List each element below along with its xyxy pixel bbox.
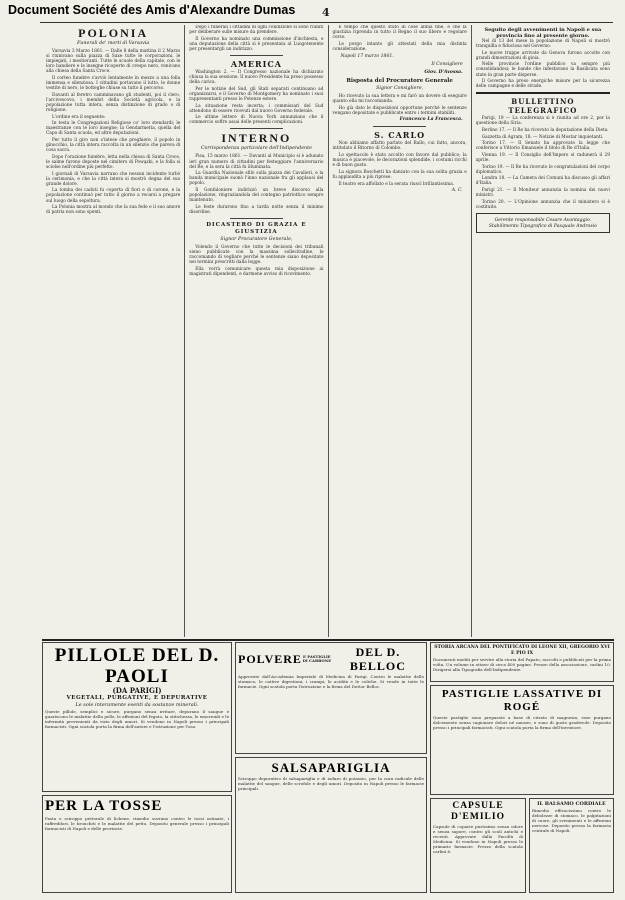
page-number: 4: [322, 6, 330, 19]
ad-title: DEL D. BELLOC: [349, 645, 406, 673]
paragraph: Le ultime lettere di Nuova York annunziano che il commercio soffre assai delle presenti complicazioni.: [189, 115, 324, 126]
column-2: [185, 25, 328, 637]
ad-pastiglie-roge: [430, 685, 614, 795]
advertisements: [42, 642, 614, 894]
paragraph: Le nuove truppe arrivate da Genova furono accolte con grandi dimostrazioni di gioia.: [475, 50, 610, 61]
divider: [230, 218, 284, 219]
date-line: Napoli 17 marzo 1861.: [340, 53, 394, 59]
paragraph: Varsavia 3 Marzo 1861. — Dalle 8 della mattina il 2 Marzo si riunivano sulla piazza di Saxe tutte le corporazioni, le impiegati, i mestieranti. Tutte le scuole della capitale, con le loro bandiere e le insegne ricoperte di crespo nero, venivano alla chiesa della Santa Croce.: [46, 49, 181, 75]
telegram-item: Torino 17. — Il Senato ha approvato la legge che conferisce a Vittorio Emanuele il titolo di Re d'Italia.: [475, 141, 610, 152]
paragraph: Pisa, 15 marzo 1861. — Davanti al Municipio si è adunato ieri gran numero di cittadini per festeggiare l'anniversario del Re, e la sera la città fu illuminata.: [189, 154, 324, 170]
telegram-item: Parigi, 19 — La conferenza si è riunita ad ore 2, per la questione della Siria.: [475, 116, 610, 127]
ad-body: Approvate dall'Accademia Imperiale di Medicina di Parigi. Contro le malattie dello stomaco, le cattive digestioni, i crampi, le acidità e le coliche. Si vende in tutte le farmacie. Ogni scatola porta l'istruzione e la firma del Dottor Belloc.: [238, 674, 424, 689]
ad-per-la-tosse: [42, 795, 232, 893]
telegram-item: Vienna 19. — Il Consiglio dell'Impero si radunerà il 29 aprile.: [475, 152, 610, 163]
telegram-item: Londra 18. — La Camera dei Comuni ha discusso gli affari d'Italia.: [475, 176, 610, 187]
signature-initials: A. C.: [451, 188, 463, 194]
column-3: [329, 25, 472, 637]
paragraph: L'ordine era il seguente:: [52, 114, 106, 120]
signature-role: Il Consigliere: [431, 61, 463, 67]
paragraph: Per le notizie del Sud, gli Stati separati continuano ad organizzarsi, e il Governo di Montgomery ha nominato i suoi rappresentanti presso le Potenze estere.: [189, 86, 324, 102]
divider: [230, 128, 284, 129]
ad-salsapariglia: [235, 757, 427, 893]
section-title-san-carlo: S. CARLO: [374, 130, 426, 141]
column-4: [472, 25, 614, 637]
paragraph: Nelle provincie l'ordine pubblico va sempre più consolidandosi; le bande che infestavano la Basilicata sono state in gran parte disperse.: [475, 62, 610, 78]
paragraph: Nel di 13 del mese la popolazione di Napoli si mostrò tranquilla e fiduciosa nel Governo.: [475, 39, 610, 50]
section-subtitle-risposta: Signor Consigliere,: [376, 85, 424, 91]
telegram-item: Gazzetta di Agram, 18. — Notizie di Mostar inquietanti.: [481, 134, 604, 140]
ad-pillole-paoli: [42, 642, 232, 792]
ad-balsamo-cordiale: [529, 798, 614, 893]
ad-subtitle: Le sole interamente esenti da sostanze minerali.: [75, 702, 199, 708]
paragraph: I giornali di Varsavia narrano che nessun incidente turbò la cerimonia, e che la città intera si mostrò degna del suo grande dolore.: [46, 171, 181, 187]
section-subtitle-grazia: Signor Procuratore Generale,: [220, 236, 293, 242]
signature-name: Francesco La Francesca.: [399, 117, 463, 123]
section-title-interno: INTERNO: [221, 131, 292, 146]
ad-body: Documenti inediti per servire alla storia del Papato, raccolti e pubblicati per la prima volta. Un volume in ottavo di circa 400 pagine. Prezzo della associazione, carlini 10. Dirigersi alla Tipografia dell'Indipendente.: [433, 657, 611, 672]
telegram-item: Torino 19. — Il Re ha ricevuto le congratulazioni del corpo diplomatico.: [475, 164, 610, 175]
section-title-napoli: Seguito degli avvenimenti in Napoli e sua provincia fino al presente giorno.: [484, 27, 602, 39]
paragraph: In testa le Congregazioni Religiose co' loro stendardi; le maestranze con le loro insegne; la Gendarmeria, quella del Capo di Santa scuola, ed altre deputazioni.: [46, 121, 181, 137]
paragraph: Il corteo funebre s'avviò lentamente in mezzo a una folla immensa e silenziosa. I cittadini portavano il lutto, le donne vestite di nero, le botteghe chiuse su tutto il percorso.: [46, 75, 181, 92]
ad-title: PER LA TOSSE: [45, 798, 163, 814]
section-title-polonia: POLONIA: [78, 26, 149, 40]
column-1: [42, 25, 185, 637]
paragraph: Non abbiamo affatto parlato del Ballo, cui fatto, ancora, intitolato il Ritorno di Colombo.: [332, 141, 467, 152]
ad-body: Sciroppo depurativo di salsapariglia e di ioduro di potassio, per la cura radicale delle malattie del sangue, delle scrofole e degli umori. Deposito in Napoli presso le farmacie principali.: [238, 776, 424, 791]
ad-title-row: [238, 645, 424, 673]
paragraph: Washington 2. — Il Congresso nazionale ha dichiarato chiusa la sua sessione. Il nuovo Presidente ha preso possesso della carica.: [189, 69, 324, 86]
section-subtitle-interno: Corrispondenza particolare dell'Indipendente: [200, 146, 312, 152]
ad-body: Rimedio efficacissimo contro le debolezze di stomaco, le palpitazioni di cuore, gli svenimenti e le affezioni nervose. Deposito presso la farmacia centrale di Napoli.: [532, 808, 611, 833]
ad-title: E PASTIGLIE DI CARBONE: [302, 653, 332, 663]
paragraph: Le porgo intanto gli attestati della mia distinta considerazione.: [332, 41, 467, 52]
paragraph: Il Gonfaloniere indirizzò un breve discorso alla popolazione, ringraziandola del contegno patriottico sempre mantenuto.: [189, 187, 324, 204]
ad-body: Queste pillole, semplici e sicure, purgano senza irritare, depurano il sangue e guariscono le malattie della pelle, le affezioni del fegato, la stitichezza, le emorroidi e le infermità provenienti da vizio degli umori. Si vendono in Napoli presso i principali farmacisti. Ogni scatola porta la firma dell'autore e l'istruzione per l'uso.: [45, 709, 229, 729]
telegram-item: Berlino 17. — Il Re ha ricevuto la deputazione della Dieta.: [481, 128, 609, 134]
paragraph: Ho ricevuto la sua lettera e mi farò un dovere di eseguire quanto ella mi raccomanda.: [332, 93, 467, 105]
ad-title: PILLOLE DEL D. PAOLI: [54, 645, 220, 687]
ad-body: Queste pastiglie sono preparate a base di citrato di magnesia; esse purgano dolcemente senza cagionare dolori né nausee, e sono di gusto gradevole. Deposito presso i principali farmacisti. Ogni scatola porta la firma dell'inventore.: [433, 715, 611, 730]
paragraph: La Polonia mostra al mondo che la sua fede e il suo amore di patria non sono spenti.: [46, 205, 181, 216]
paragraph: Per tutto il giro non s'intese che preghiere, il popolo in ginocchio, la città intera raccolta in un silenzio che pareva di cosa sacra.: [46, 138, 181, 154]
paragraph: La Guardia Nazionale sfilò sulla piazza dei Cavalieri, e la banda municipale suonò l'inno nazionale fra gli applausi del popolo.: [189, 171, 324, 187]
paragraph: Ho già dato le disposizioni opportune perché le sentenze vengano depositate e pubblicate entro i termini stabiliti.: [332, 105, 467, 116]
header-rule: [40, 22, 613, 23]
printer-line: Stabilimento Tipografico di Pasquale Androsio: [488, 223, 597, 229]
ad-title: PASTIGLIE LASSATIVE DI ROGÉ: [441, 688, 603, 713]
ad-storia-arcana: [430, 642, 614, 682]
ad-subtitle: (DA PARIGI): [112, 686, 162, 695]
ad-title: STORIA ARCANA DEL PONTIFICATO DI LEONE XII, GREGORIO XVI E PIO IX: [434, 645, 610, 656]
ad-title: CAPSULE D'EMILIO: [451, 801, 505, 822]
section-subtitle-polonia: Funerali de' morti di Varsavia: [76, 41, 150, 46]
paragraph: Lo spettacolo è stato accolto con favore dal pubblico; la musica è piacevole, le decorazioni splendide, i costumi ricchi e di buon gusto.: [332, 153, 467, 169]
signature-name: Giov. D'Avossa.: [424, 69, 463, 75]
ad-polvere-belloc: [235, 642, 427, 754]
section-title-risposta: Risposta del Procuratore Generale: [346, 77, 453, 84]
paragraph: Le feste durarono fino a tarda notte senza il minimo disordine.: [189, 204, 324, 215]
gerente-line: Gerente responsabile Cesare Avantaggio.: [494, 217, 592, 223]
watermark: Document Société des Amis d'Alexandre Dumas: [8, 3, 296, 17]
paragraph: La tomba dei caduti fu coperta di fiori e di corone, e la popolazione continuò per tutto il giorno a recarsi a pregare sul luogo della sepoltura.: [46, 188, 181, 204]
paragraph: La signora Boschetti ha danzato con la sua solita grazia e fu applaudita a più riprese.: [332, 169, 467, 180]
paragraph: Ella vorrà comunicare questa mia disposizione ai magistrati dipendenti, e darmene avviso di ricevimento.: [189, 266, 324, 277]
imprint-box: [476, 213, 610, 233]
paragraph: Dopo l'orazione funebre, letta nella chiesa di Santa Croce, le salme furono deposte nel cimitero di Powązki, e la folla si sciolse nell'ordine più perfetto.: [46, 154, 181, 170]
ad-body: Pasta e sciroppo pettorale di lichene, rimedio sovrano contro le tossi ostinate, i raffreddori, le bronchiti e le malattie del petto. Deposito generale presso i principali farmacisti di Napoli e delle provincie.: [45, 816, 229, 831]
paragraph: La situazione resta incerta; i commissari del Sud attendono di essere ricevuti dal nuovo Governo federale.: [189, 103, 324, 114]
paragraph: Davanti al feretro camminavano gli studenti, poi il clero, l'arcivescovo, i membri della Società agricola, e la popolazione tutta intera, senza distinzione di grado o di religione.: [46, 92, 181, 114]
paragraph: Il Governo ha preso energiche misure per la sicurezza delle campagne e delle strade.: [475, 79, 610, 90]
section-title-bullettino: BULLETTINO TELEGRAFICO: [508, 97, 578, 116]
ad-capsule-emilio: [430, 798, 526, 893]
paragraph: Il Governo ha nominato una commissione d'inchiesta, e una deputazione della città si è presentata al Luogotenente per presentargli un indirizzo.: [189, 36, 324, 52]
paragraph: Volendo il Governo che tutte le decisioni dei tribunali sieno pubblicate con la massima sollecitudine, le raccomando di vegliare perché le sentenze siano depositate nei termini prescritti dalla legge.: [189, 244, 324, 266]
ad-title: SALSAPARIGLIA: [271, 760, 391, 775]
ads-rule: [42, 639, 614, 641]
telegram-item: Parigi 21. — Il Moniteur annunzia la nomina dei nuovi ministri.: [475, 187, 610, 199]
ad-title: IL BALSAMO CORDIALE: [537, 801, 606, 807]
paragraph: Dopo i funerali i cittadini di ogni condizione si sono riuniti per deliberare sulle misure da prendere.: [189, 25, 324, 36]
divider: [230, 55, 284, 56]
article-columns: [42, 25, 614, 637]
ad-title: POLVERE: [238, 652, 302, 666]
section-title-america: AMERICA: [230, 58, 282, 69]
ad-subtitle: VEGETALI, PURGATIVE, E DEPURATIVE: [66, 695, 208, 701]
ad-body: Capsule di copaive purissimo senza odore e senza sapore, contro gli scoli antichi e recenti. Approvate dalla Facoltà di Medicina. Si vendono in Napoli presso le primarie farmacie. Prezzo della scatola carlini 6.: [433, 824, 523, 854]
paragraph: È tempo che questo stato di cose abbia fine, e che la giustizia riprenda in tutto il Regno il suo libero e regolare corso.: [332, 25, 467, 41]
paragraph: Il teatro era affollato e la serata riuscì brillantissima.: [338, 181, 455, 187]
double-rule: [476, 92, 610, 94]
telegram-item: Torino 20. — L'Opinione annunzia che il ministero si è costituito.: [475, 199, 610, 210]
divider: [373, 126, 427, 127]
section-title-grazia: DICASTERO DI GRAZIA E GIUSTIZIA: [206, 221, 307, 235]
